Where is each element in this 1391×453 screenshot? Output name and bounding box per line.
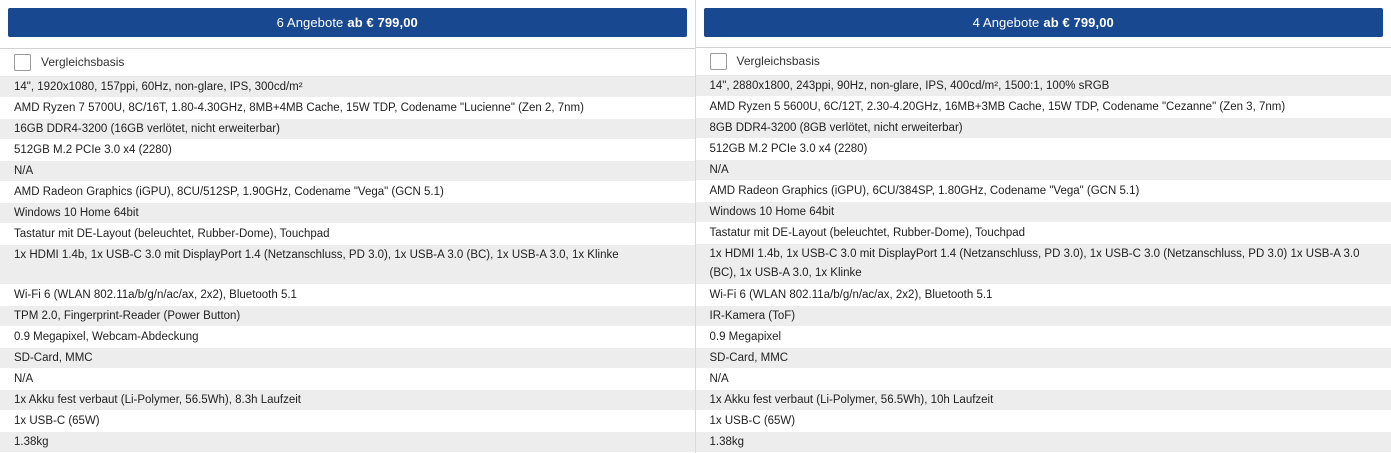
spec-row: AMD Ryzen 5 5600U, 6C/12T, 2.30-4.20GHz, 16MB+3MB Cache, 15W TDP, Codename "Cezanne" (Zen 3, 7nm)	[696, 97, 1391, 118]
bar-spacer-2	[696, 37, 1391, 48]
spec-row: IR-Kamera (ToF)	[696, 306, 1391, 327]
spec-row: 14", 1920x1080, 157ppi, 60Hz, non-glare, IPS, 300cd/m²	[0, 77, 695, 98]
spec-row: 14", 2880x1800, 243ppi, 90Hz, non-glare, IPS, 400cd/m², 1500:1, 100% sRGB	[696, 76, 1391, 97]
spec-row: AMD Radeon Graphics (iGPU), 6CU/384SP, 1.80GHz, Codename "Vega" (GCN 5.1)	[696, 181, 1391, 202]
bar-spacer-1	[0, 37, 695, 48]
offers-price-label-2: ab € 799,00	[1043, 14, 1114, 30]
spec-row: 1.38kg	[0, 432, 695, 453]
spec-row: 8GB DDR4-3200 (8GB verlötet, nicht erweiterbar)	[696, 118, 1391, 139]
offers-count-label-1: 6 Angebote	[276, 15, 344, 31]
spec-row: Windows 10 Home 64bit	[696, 202, 1391, 223]
spec-row: Wi-Fi 6 (WLAN 802.11a/b/g/n/ac/ax, 2x2), Bluetooth 5.1	[0, 285, 695, 306]
comparison-basis-label-2: Vergleichsbasis	[736, 54, 820, 69]
spec-row: 1x USB-C (65W)	[696, 411, 1391, 432]
spec-row: 0.9 Megapixel	[696, 327, 1391, 348]
spec-row: SD-Card, MMC	[696, 348, 1391, 369]
spec-row: Windows 10 Home 64bit	[0, 203, 695, 224]
spec-row: Tastatur mit DE-Layout (beleuchtet, Rubber-Dome), Touchpad	[696, 223, 1391, 244]
comparison-basis-checkbox-1[interactable]	[14, 54, 31, 71]
spec-row: N/A	[0, 161, 695, 182]
comparison-basis-checkbox-2[interactable]	[710, 53, 727, 70]
spec-row: 1x HDMI 1.4b, 1x USB-C 3.0 mit DisplayPort 1.4 (Netzanschluss, PD 3.0), 1x USB-A 3.0 (BC), 1x USB-A 3.0, 1x Klinke	[0, 245, 695, 285]
spec-row: 512GB M.2 PCIe 3.0 x4 (2280)	[0, 140, 695, 161]
offers-button-1[interactable]	[8, 8, 687, 37]
spec-list-1	[0, 77, 695, 453]
spec-row: N/A	[696, 160, 1391, 181]
spec-row: 1.38kg	[696, 432, 1391, 453]
spec-row: 0.9 Megapixel, Webcam-Abdeckung	[0, 327, 695, 348]
spec-row: AMD Radeon Graphics (iGPU), 8CU/512SP, 1.90GHz, Codename "Vega" (GCN 5.1)	[0, 182, 695, 203]
spec-row: 1x Akku fest verbaut (Li-Polymer, 56.5Wh), 8.3h Laufzeit	[0, 390, 695, 411]
offers-button-2[interactable]	[704, 8, 1384, 37]
comparison-basis-label-1: Vergleichsbasis	[41, 55, 125, 70]
comparison-column-2	[696, 0, 1391, 453]
spec-row: N/A	[0, 369, 695, 390]
spec-row: 1x USB-C (65W)	[0, 411, 695, 432]
spec-row: Wi-Fi 6 (WLAN 802.11a/b/g/n/ac/ax, 2x2), Bluetooth 5.1	[696, 285, 1391, 306]
spec-row: 1x HDMI 1.4b, 1x USB-C 3.0 mit DisplayPort 1.4 (Netzanschluss, PD 3.0), 1x USB-C 3.0 (Netzanschluss, PD 3.0) 1x USB-A 3.0 (BC), 1x USB-A 3.0, 1x Klinke	[696, 244, 1391, 285]
spec-row: TPM 2.0, Fingerprint-Reader (Power Button)	[0, 306, 695, 327]
spec-row: Tastatur mit DE-Layout (beleuchtet, Rubber-Dome), Touchpad	[0, 224, 695, 245]
comparison-basis-row-2[interactable]	[696, 48, 1391, 76]
spec-row: 16GB DDR4-3200 (16GB verlötet, nicht erweiterbar)	[0, 119, 695, 140]
offers-count-label-2: 4 Angebote	[972, 14, 1040, 30]
spec-row: AMD Ryzen 7 5700U, 8C/16T, 1.80-4.30GHz, 8MB+4MB Cache, 15W TDP, Codename "Lucienne" (Zen 2, 7nm)	[0, 98, 695, 119]
spec-row: 1x Akku fest verbaut (Li-Polymer, 56.5Wh), 10h Laufzeit	[696, 390, 1391, 411]
spec-row: N/A	[696, 369, 1391, 390]
comparison-basis-row-1[interactable]	[0, 49, 695, 77]
spec-row: SD-Card, MMC	[0, 348, 695, 369]
spec-row: 512GB M.2 PCIe 3.0 x4 (2280)	[696, 139, 1391, 160]
spec-list-2	[696, 76, 1391, 453]
offers-price-label-1: ab € 799,00	[347, 15, 418, 31]
